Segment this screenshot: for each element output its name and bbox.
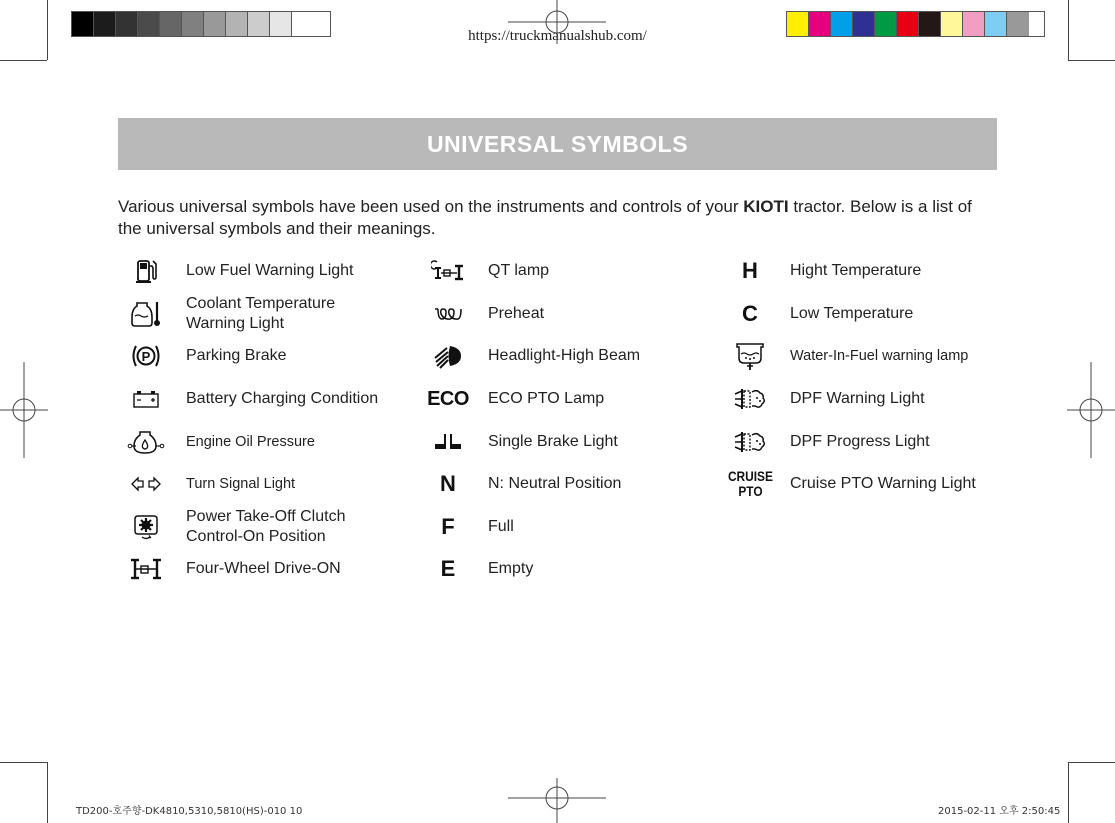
symbol-row (118, 463, 998, 506)
symbol-item (722, 293, 998, 336)
letter-c-icon: C (742, 300, 758, 326)
crop-mark (0, 60, 47, 61)
parking-brake-icon (130, 343, 162, 369)
oil-can-icon (126, 429, 166, 455)
single-brake-icon (433, 432, 463, 452)
symbol-label: Preheat (488, 304, 545, 322)
symbol-row (118, 250, 998, 293)
symbol-item (722, 463, 998, 506)
intro-text-after: tractor. Below is a list of the universal symbols and their meanings. (118, 197, 972, 238)
water-in-fuel-icon (735, 341, 765, 371)
fuel-pump-icon (135, 258, 157, 284)
svg-text:P: P (141, 349, 151, 365)
symbol-item (722, 250, 998, 293)
symbol-label: QT lamp (488, 262, 550, 280)
dpf-progress-icon (733, 429, 767, 455)
symbol-label: Four-Wheel Drive-ON (186, 560, 341, 578)
battery-icon (132, 389, 160, 409)
intro-text-before: Various universal symbols have been used on the instruments and controls of your (118, 197, 744, 216)
letter-e-icon: E (440, 556, 456, 582)
symbol-label: Hight Temperature (790, 262, 922, 280)
symbol-row (118, 378, 998, 421)
symbol-label: DPF Warning Light (790, 390, 925, 408)
dpf-warning-icon (733, 386, 767, 412)
symbol-item (118, 506, 420, 549)
cruise-pto-icon (728, 469, 773, 499)
registration-mark-left (0, 362, 48, 458)
symbol-label: Turn Signal Light (186, 476, 296, 493)
symbol-row (118, 420, 998, 463)
coolant-temperature-icon (131, 299, 161, 329)
symbol-item (118, 420, 420, 463)
symbol-item (118, 378, 420, 421)
source-url: https://truckmanualshub.com/ (468, 28, 647, 44)
section-title-bar (118, 118, 997, 170)
symbol-label: Low Temperature (790, 304, 914, 322)
crop-mark (0, 762, 47, 763)
symbol-label: Coolant Temperature Warning Light (186, 294, 336, 332)
crop-mark (1068, 762, 1115, 763)
symbol-item (118, 548, 420, 591)
letter-n-icon: N (440, 471, 456, 497)
turn-signal-icon (130, 476, 162, 492)
eco-text-icon: ECO (427, 387, 469, 410)
symbol-row (118, 548, 998, 591)
symbol-item (118, 463, 420, 506)
symbol-item (722, 420, 998, 463)
symbol-row (118, 335, 998, 378)
letter-f-icon: F (441, 513, 455, 539)
symbol-item (420, 463, 722, 506)
crop-mark (1068, 60, 1115, 61)
symbol-label: Water-In-Fuel warning lamp (790, 348, 969, 365)
symbol-table (118, 250, 998, 591)
symbol-item (118, 293, 420, 336)
crop-mark (1068, 762, 1069, 823)
section-title: UNIVERSAL SYMBOLS (426, 130, 689, 157)
symbol-label: Power Take-Off Clutch Control-On Position (186, 507, 346, 545)
symbol-label: Full (488, 517, 514, 535)
symbol-label: Empty (488, 560, 534, 578)
symbol-label: Headlight-High Beam (488, 347, 641, 365)
intro-paragraph (118, 196, 998, 240)
symbol-item (420, 293, 722, 336)
symbol-label: Engine Oil Pressure (186, 433, 315, 450)
symbol-label: Battery Charging Condition (186, 390, 379, 408)
cruise-icon-line2: PTO (737, 483, 763, 500)
symbol-item (118, 250, 420, 293)
letter-h-icon: H (742, 258, 758, 284)
symbol-label: ECO PTO Lamp (488, 390, 605, 408)
four-wheel-drive-icon (129, 558, 163, 580)
symbol-item (420, 378, 722, 421)
symbol-item (420, 335, 722, 378)
registration-mark-bottom (508, 778, 606, 823)
symbol-item-empty (722, 506, 998, 549)
symbol-label: Single Brake Light (488, 432, 618, 450)
symbol-item (722, 335, 998, 378)
symbol-item (118, 335, 420, 378)
symbol-row (118, 293, 998, 336)
symbol-item (722, 378, 998, 421)
symbol-label: Low Fuel Warning Light (186, 262, 354, 280)
high-beam-icon (433, 342, 463, 370)
symbol-label: DPF Progress Light (790, 432, 930, 450)
symbol-item (420, 250, 722, 293)
symbol-item (420, 548, 722, 591)
pto-clutch-icon (132, 513, 160, 541)
preheat-coil-icon (434, 305, 462, 323)
symbol-label: N: Neutral Position (488, 475, 622, 493)
print-slug-right: 2015-02-11 오후 2:50:45 (938, 806, 1061, 817)
print-slug-left: TD200-호주향-DK4810,5310,5810(HS)-010 10 (76, 806, 303, 817)
registration-mark-right (1067, 362, 1115, 458)
symbol-row (118, 506, 998, 549)
cruise-icon-line1: CRUISE (727, 468, 773, 485)
symbol-label: Cruise PTO Warning Light (790, 475, 976, 493)
symbol-item-empty (722, 548, 998, 591)
qt-lamp-icon (431, 260, 465, 282)
symbol-label: Parking Brake (186, 347, 287, 365)
symbol-item (420, 506, 722, 549)
symbol-item (420, 420, 722, 463)
crop-mark (47, 762, 48, 823)
brand-name: KIOTI (743, 197, 789, 216)
